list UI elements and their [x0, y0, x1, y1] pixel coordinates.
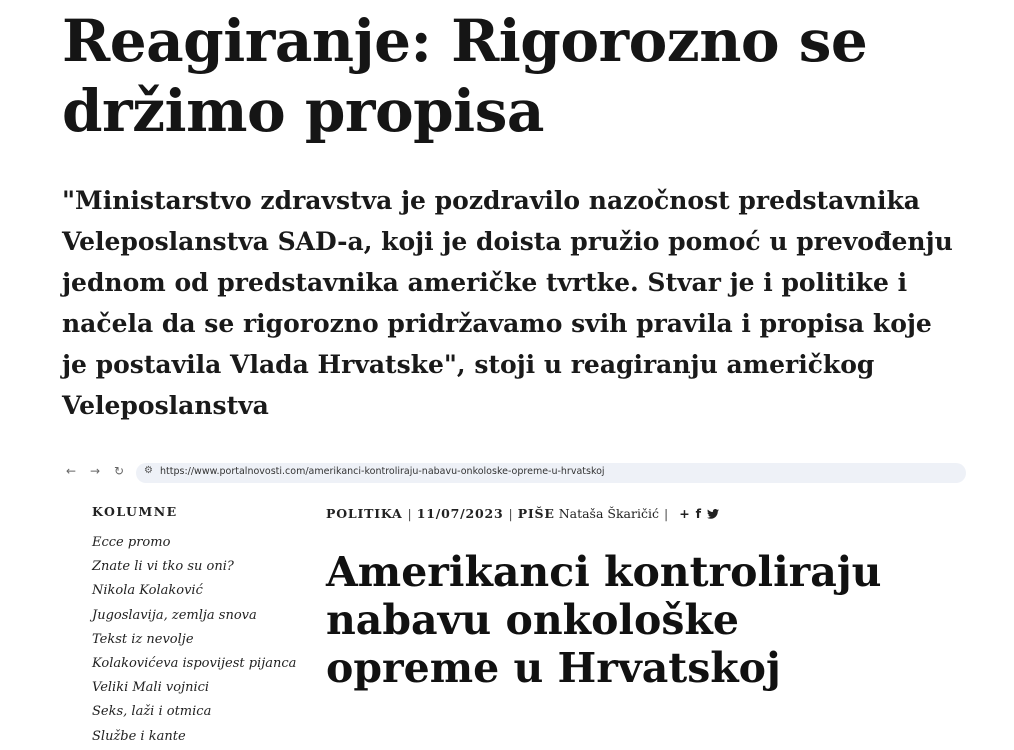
- article-meta: [326, 506, 719, 521]
- back-arrow-icon[interactable]: ←: [66, 464, 77, 478]
- sidebar-heading: KOLUMNE: [92, 504, 178, 519]
- meta-separator: |: [508, 506, 513, 521]
- category-link[interactable]: POLITIKA: [326, 506, 403, 521]
- plus-share-icon[interactable]: +: [679, 506, 690, 521]
- article-screenshot: [58, 458, 968, 750]
- sidebar-link[interactable]: Tekst iz nevolje: [92, 631, 194, 647]
- facebook-icon[interactable]: f: [695, 506, 702, 521]
- sidebar-link[interactable]: Nikola Kolaković: [92, 583, 203, 599]
- lead-quote: "Ministarstvo zdravstva je pozdravilo nazočnost predstavnika Veleposlanstva SAD-a, koji je doista pružio pomoć u prevođenju jednom od predstavnika američke tvrtke. Stvar je i politike i načela da se rigorozno pridržavamo svih pravila i propisa koje je postavila Vlada Hrvatske", stoji u reagiranju američkog Veleposlanstva: [62, 186, 953, 420]
- meta-separator: |: [663, 506, 669, 521]
- author-label: PIŠE: [517, 506, 555, 521]
- reload-icon[interactable]: ↻: [114, 464, 125, 478]
- site-settings-icon[interactable]: ⚙: [144, 465, 153, 476]
- meta-separator: |: [407, 506, 412, 521]
- sidebar-link[interactable]: Službe i kante: [92, 728, 186, 744]
- twitter-icon[interactable]: [707, 506, 719, 521]
- sidebar-link[interactable]: Jugoslavija, zemlja snova: [92, 607, 257, 623]
- article-title: Amerikanci kontroliraju nabavu onkološke opreme u Hrvatskoj: [326, 548, 882, 692]
- sidebar-link[interactable]: Seks, laži i otmica: [92, 704, 212, 720]
- forward-arrow-icon[interactable]: →: [90, 464, 101, 478]
- address-bar[interactable]: [136, 463, 966, 483]
- sidebar-link[interactable]: Ecce promo: [92, 535, 171, 550]
- columns-sidebar: [92, 504, 312, 749]
- sidebar-link[interactable]: Kolakovićeva ispovijest pijanca: [92, 656, 297, 672]
- browser-toolbar: [58, 458, 968, 488]
- article-date: 11/07/2023: [416, 506, 504, 521]
- url-text: https://www.portalnovosti.com/amerikanci-kontroliraju-nabavu-onkoloske-opreme-u-hrvatskoj: [160, 466, 605, 477]
- headline: Reagiranje: Rigorozno se držimo propisa: [62, 7, 868, 145]
- columns-list: [92, 531, 312, 749]
- sidebar-link[interactable]: Znate li vi tko su oni?: [92, 559, 234, 575]
- author-link[interactable]: Nataša Škaričić: [558, 506, 659, 521]
- sidebar-link[interactable]: Veliki Mali vojnici: [92, 680, 210, 696]
